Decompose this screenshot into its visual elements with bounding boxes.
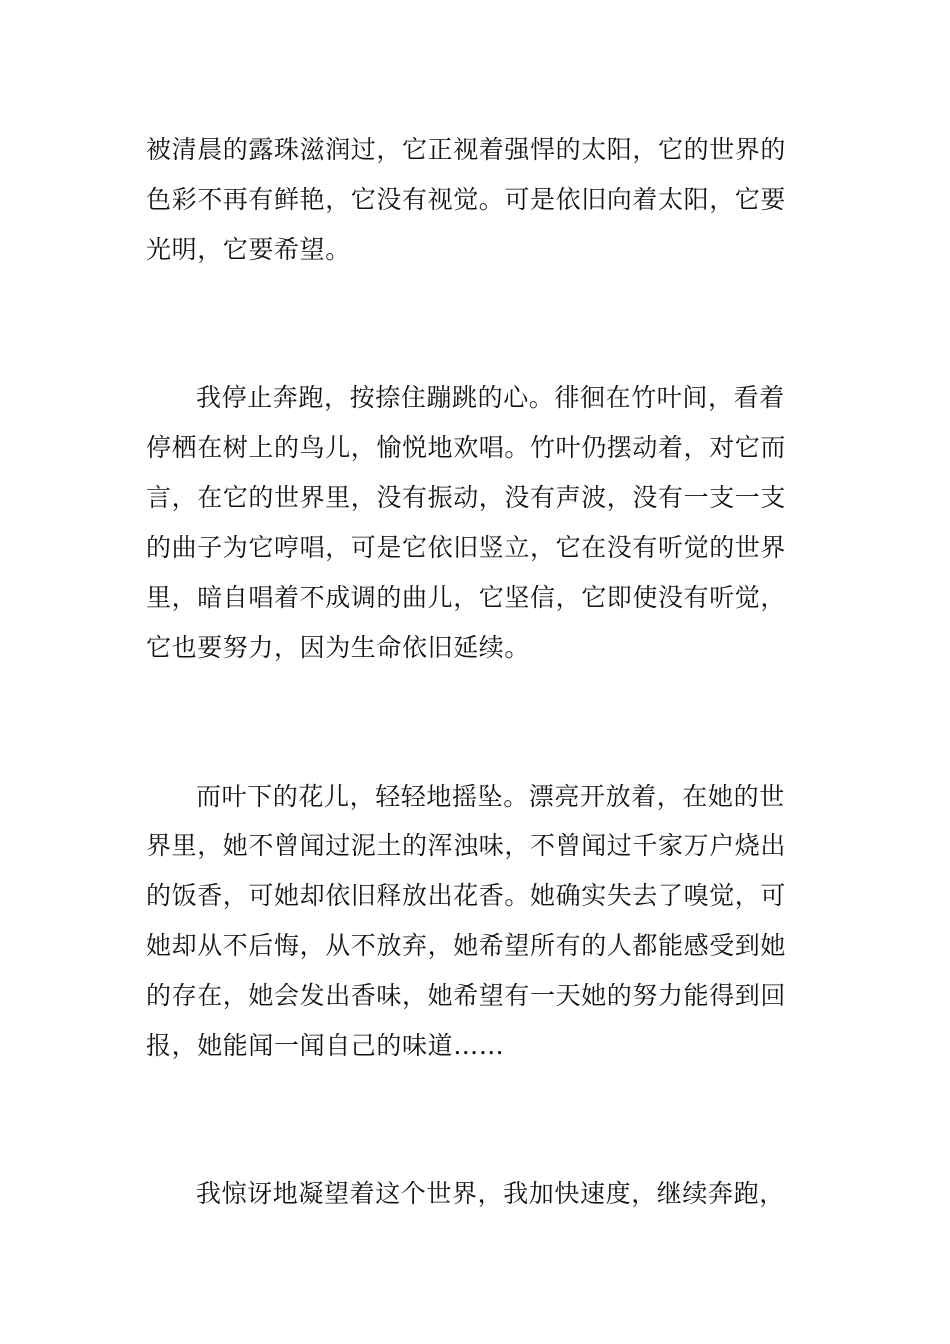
paragraph-1-line-3: 光明，它要希望。	[146, 235, 351, 264]
paragraph-3-line-5: 的存在，她会发出香味，她希望有一天她的努力能得到回	[146, 981, 787, 1010]
paragraph-3-line-3: 的饭香，可她却依旧释放出花香。她确实失去了嗅觉，可	[146, 881, 787, 910]
paragraph-3-line-1: 而叶下的花儿，轻轻地摇坠。漂亮开放着，在她的世	[196, 782, 785, 811]
paragraph-2-line-1: 我停止奔跑，按捺住蹦跳的心。徘徊在竹叶间，看着	[196, 383, 785, 412]
paragraph-2-line-4: 的曲子为它哼唱，可是它依旧竖立，它在没有听觉的世界	[146, 533, 787, 562]
paragraph-4-line-1: 我惊讶地凝望着这个世界，我加快速度，继续奔跑，	[196, 1179, 785, 1208]
paragraph-2-line-6: 它也要努力，因为生命依旧延续。	[146, 633, 531, 662]
paragraph-2-line-5: 里，暗自唱着不成调的曲儿，它坚信，它即使没有听觉，	[146, 583, 787, 612]
paragraph-2-line-2: 停栖在树上的鸟儿，愉悦地欢唱。竹叶仍摆动着，对它而	[146, 433, 787, 462]
paragraph-3-line-2: 界里，她不曾闻过泥土的浑浊味，不曾闻过千家万户烧出	[146, 831, 787, 860]
paragraph-3-line-6: 报，她能闻一闻自己的味道……	[146, 1031, 505, 1060]
paragraph-3-line-4: 她却从不后悔，从不放弃，她希望所有的人都能感受到她	[146, 931, 787, 960]
paragraph-1-line-1: 被清晨的露珠滋润过，它正视着强悍的太阳，它的世界的	[146, 135, 787, 164]
paragraph-2-line-3: 言，在它的世界里，没有振动，没有声波，没有一支一支	[146, 483, 787, 512]
paragraph-1-line-2: 色彩不再有鲜艳，它没有视觉。可是依旧向着太阳，它要	[146, 185, 787, 214]
